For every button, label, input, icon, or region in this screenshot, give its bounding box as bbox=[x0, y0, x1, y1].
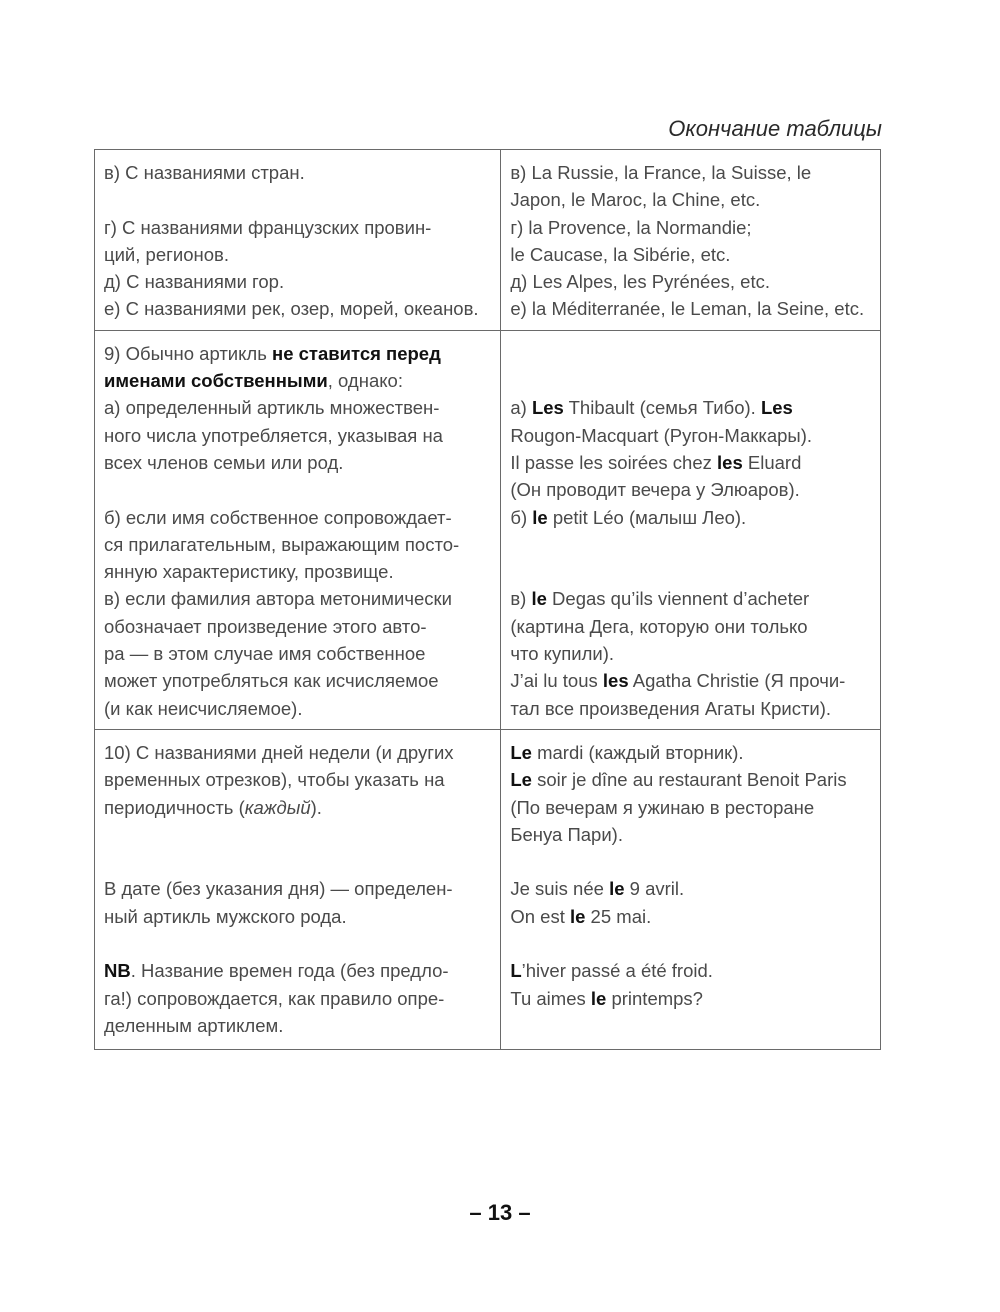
article: le bbox=[532, 506, 548, 528]
text-line: в) если фамилия автора метонимически bbox=[104, 588, 452, 610]
text-line: тал все произведения Агаты Кристи). bbox=[510, 697, 832, 719]
text-line: деленным артиклем. bbox=[104, 1014, 284, 1036]
text-line bbox=[104, 367, 491, 394]
text-line bbox=[510, 667, 871, 694]
text-line bbox=[510, 449, 871, 476]
text-line bbox=[510, 903, 871, 930]
text-span: 9) Обычно артикль bbox=[104, 342, 273, 364]
text-span: а) bbox=[510, 397, 532, 419]
article: le bbox=[609, 878, 625, 900]
emphasis: каждый bbox=[244, 796, 311, 818]
table-row bbox=[95, 729, 881, 1049]
article: Le bbox=[510, 769, 532, 791]
text-span: J’ai lu tous bbox=[510, 670, 603, 692]
text-span: периодичность ( bbox=[104, 796, 245, 818]
text-span: mardi (каждый вторник). bbox=[531, 741, 744, 763]
text-line: в) La Russie, la France, la Suisse, le bbox=[510, 162, 812, 183]
table-row bbox=[95, 330, 881, 729]
article: Le bbox=[510, 741, 532, 763]
text-line: янную характеристику, прозвище. bbox=[104, 561, 394, 583]
text-line bbox=[510, 957, 871, 984]
bold-term: именами собственными bbox=[104, 370, 328, 392]
row2-left-cell bbox=[95, 330, 501, 729]
text-span: Eluard bbox=[742, 451, 802, 473]
text-span: On est bbox=[510, 905, 570, 927]
text-span: Agatha Christie (Я прочи- bbox=[628, 670, 846, 692]
article: les bbox=[602, 670, 629, 692]
text-span: petit Léo (малыш Лео). bbox=[547, 506, 747, 528]
text-line bbox=[510, 504, 871, 531]
text-line: га!) сопровождается, как правило опре- bbox=[104, 987, 445, 1009]
article: les bbox=[717, 451, 743, 473]
text-span: Il passe les soirées chez bbox=[510, 451, 718, 473]
text-line bbox=[510, 985, 871, 1012]
text-line: (и как неисчисляемое). bbox=[104, 697, 303, 719]
page-number: – 13 – bbox=[469, 1200, 531, 1225]
text-line: д) С названиями гор. bbox=[104, 271, 285, 293]
text-span: , однако: bbox=[327, 370, 403, 392]
text-span: Tu aimes bbox=[510, 987, 591, 1009]
text-span: ’hiver passé a été froid. bbox=[521, 960, 713, 982]
text-line: б) если имя собственное сопровождает- bbox=[104, 506, 452, 528]
text-line bbox=[104, 957, 491, 984]
article: Les bbox=[531, 397, 564, 419]
text-line: В дате (без указания дня) — определен- bbox=[104, 878, 453, 900]
article: le bbox=[531, 588, 547, 610]
text-line: (Он проводит вечера у Элюаров). bbox=[510, 479, 800, 501]
text-line: а) определенный артикль множествен- bbox=[104, 397, 440, 419]
text-line bbox=[510, 585, 871, 612]
text-span: ). bbox=[310, 796, 322, 818]
text-line bbox=[510, 394, 871, 421]
text-line bbox=[104, 794, 491, 821]
row1-left-cell bbox=[95, 150, 501, 331]
text-span: . Название времен года (без предло- bbox=[130, 960, 449, 982]
text-line bbox=[104, 340, 491, 367]
text-line: е) la Méditerranée, le Leman, la Seine, etc. bbox=[510, 298, 865, 320]
text-line: д) Les Alpes, les Pyrénées, etc. bbox=[510, 271, 770, 293]
row3-right-cell bbox=[501, 729, 881, 1049]
text-line: ного числа употребляется, указывая на bbox=[104, 424, 443, 446]
text-line: Бенуа Пари). bbox=[510, 823, 623, 845]
text-span: Je suis née bbox=[510, 878, 610, 900]
row2-right-cell bbox=[501, 330, 881, 729]
text-span: 25 mai. bbox=[585, 905, 652, 927]
table-row bbox=[95, 150, 881, 331]
text-line bbox=[510, 739, 871, 766]
text-line: г) la Provence, la Normandie; bbox=[510, 216, 752, 238]
text-line: (По вечерам я ужинаю в ресторане bbox=[510, 796, 815, 818]
text-line bbox=[510, 766, 871, 793]
text-line: всех членов семьи или род. bbox=[104, 451, 344, 473]
nb-mark: NB bbox=[104, 960, 131, 982]
text-line: е) С названиями рек, озер, морей, океанов. bbox=[104, 298, 479, 320]
text-line: (картина Дега, которую они только bbox=[510, 615, 808, 637]
text-line: le Caucase, la Sibérie, etc. bbox=[510, 243, 731, 265]
text-line: Rougon-Macquart (Ругон-Маккары). bbox=[510, 424, 812, 446]
row1-right-cell bbox=[501, 150, 881, 331]
text-line: Japon, le Maroc, la Chine, etc. bbox=[510, 189, 761, 211]
text-span: printemps? bbox=[606, 987, 703, 1009]
text-span: б) bbox=[510, 506, 533, 528]
text-line: ный артикль мужского рода. bbox=[104, 905, 347, 927]
text-line: ра — в этом случае имя собственное bbox=[104, 643, 426, 665]
text-line: что купили). bbox=[510, 643, 615, 665]
article: Les bbox=[760, 397, 793, 419]
text-line: обозначает произведение этого авто- bbox=[104, 615, 427, 637]
text-line: в) С названиями стран. bbox=[104, 162, 305, 183]
text-line: временных отрезков), чтобы указать на bbox=[104, 769, 445, 791]
text-line: может употребляться как исчисляемое bbox=[104, 670, 439, 692]
text-span: 9 avril. bbox=[624, 878, 685, 900]
text-span: soir je dîne au restaurant Benoit Paris bbox=[531, 769, 847, 791]
text-line: г) С названиями французских провин- bbox=[104, 216, 432, 238]
row3-left-cell bbox=[95, 729, 501, 1049]
article: le bbox=[569, 905, 586, 927]
text-line: 10) С названиями дней недели (и других bbox=[104, 741, 454, 763]
text-span: в) bbox=[510, 588, 532, 610]
article: L bbox=[510, 960, 522, 982]
grammar-table bbox=[94, 149, 881, 1050]
text-span: Thibault (семья Тибо). bbox=[563, 397, 761, 419]
text-line bbox=[510, 875, 871, 902]
bold-term: не ставится перед bbox=[272, 342, 441, 364]
text-line: ций, регионов. bbox=[104, 243, 229, 265]
text-span: Degas qu’ils viennent d’acheter bbox=[546, 588, 810, 610]
text-line: ся прилагательным, выражающим посто- bbox=[104, 533, 460, 555]
article: le bbox=[590, 987, 607, 1009]
table-caption: Окончание таблицы bbox=[668, 116, 882, 141]
